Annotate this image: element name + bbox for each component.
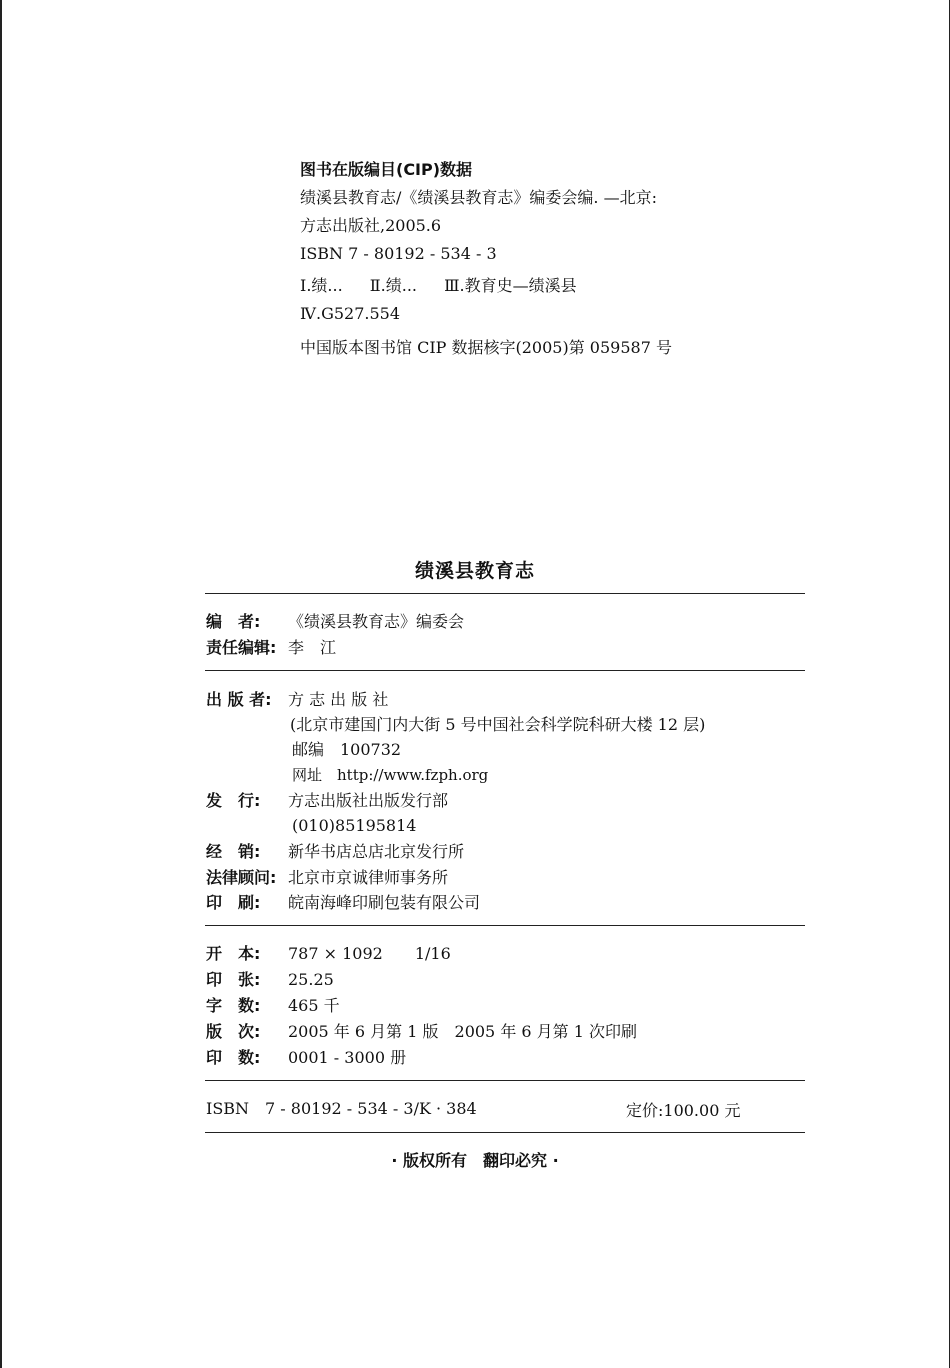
- distributor-label: 发 行:: [206, 791, 261, 810]
- cip-classification: [300, 272, 672, 300]
- copies-row: [206, 1047, 406, 1069]
- legal-value: 北京市京诚律师事务所: [288, 868, 449, 887]
- words-row: [206, 995, 340, 1017]
- publisher-postcode: 邮编 100732: [292, 740, 402, 759]
- sheets-label: 印 张:: [206, 970, 261, 989]
- distributor-row: [206, 790, 448, 812]
- price: 定价:100.00 元: [626, 1101, 741, 1120]
- book-title: 绩溪县教育志: [414, 560, 535, 582]
- cip-class-2: Ⅱ.绩...: [369, 276, 417, 295]
- publisher-address: (北京市建国门内大街 5 号中国社会科学院科研大楼 12 层): [290, 715, 706, 734]
- cip-block: [300, 156, 672, 362]
- divider-2: [205, 670, 805, 671]
- responsible-editor-label: 责任编辑:: [206, 638, 277, 657]
- footer-isbn: ISBN 7 - 80192 - 534 - 3/K · 384: [206, 1099, 477, 1118]
- legal-label: 法律顾问:: [206, 868, 277, 887]
- cip-line-1: 绩溪县教育志/《绩溪县教育志》编委会编. —北京:: [300, 188, 657, 207]
- distributor-value: 方志出版社出版发行部: [288, 791, 449, 810]
- printer-row: [206, 892, 480, 914]
- printer-label: 印 刷:: [206, 893, 261, 912]
- editor-value: 《绩溪县教育志》编委会: [288, 612, 465, 631]
- cip-record: 中国版本图书馆 CIP 数据核字(2005)第 059587 号: [300, 338, 672, 357]
- words-label: 字 数:: [206, 996, 261, 1015]
- cip-class-1: Ⅰ.绩...: [300, 276, 343, 295]
- sheets-row: [206, 969, 334, 991]
- divider-5: [205, 1132, 805, 1133]
- legal-row: [206, 867, 448, 889]
- divider-3: [205, 925, 805, 926]
- edition-value: 2005 年 6 月第 1 版 2005 年 6 月第 1 次印刷: [288, 1022, 638, 1041]
- divider-1: [205, 593, 805, 594]
- format-label: 开 本:: [206, 944, 261, 963]
- cip-isbn: ISBN 7 - 80192 - 534 - 3: [300, 244, 497, 263]
- editor-label: 编 者:: [206, 612, 261, 631]
- copies-value: 0001 - 3000 册: [288, 1048, 407, 1067]
- divider-4: [205, 1080, 805, 1081]
- editor-row: [206, 611, 464, 633]
- words-value: 465 千: [288, 996, 340, 1015]
- edition-label: 版 次:: [206, 1022, 261, 1041]
- publisher-label: 出 版 者:: [206, 690, 272, 709]
- sheets-value: 25.25: [288, 970, 334, 989]
- seller-row: [206, 841, 464, 863]
- format-row: [206, 943, 451, 965]
- printer-value: 皖南海峰印刷包装有限公司: [288, 893, 481, 912]
- edition-row: [206, 1021, 637, 1043]
- cip-class-4: Ⅳ.G527.554: [300, 304, 401, 323]
- format-value: 787 × 1092 1/16: [288, 944, 451, 963]
- cip-line-2: 方志出版社,2005.6: [300, 216, 442, 235]
- copies-label: 印 数:: [206, 1048, 261, 1067]
- cip-heading: 图书在版编目(CIP)数据: [300, 160, 473, 179]
- seller-label: 经 销:: [206, 842, 261, 861]
- copyright-notice: · 版权所有 翻印必究 ·: [391, 1151, 559, 1170]
- responsible-editor-row: [206, 637, 336, 659]
- publisher-value: 方 志 出 版 社: [288, 690, 389, 709]
- cip-class-3: Ⅲ.教育史—绩溪县: [444, 276, 577, 295]
- distributor-phone: (010)85195814: [292, 816, 417, 835]
- responsible-editor-value: 李 江: [288, 638, 337, 657]
- publisher-website: 网址 http://www.fzph.org: [292, 766, 489, 784]
- publisher-row: [206, 689, 388, 711]
- seller-value: 新华书店总店北京发行所: [288, 842, 465, 861]
